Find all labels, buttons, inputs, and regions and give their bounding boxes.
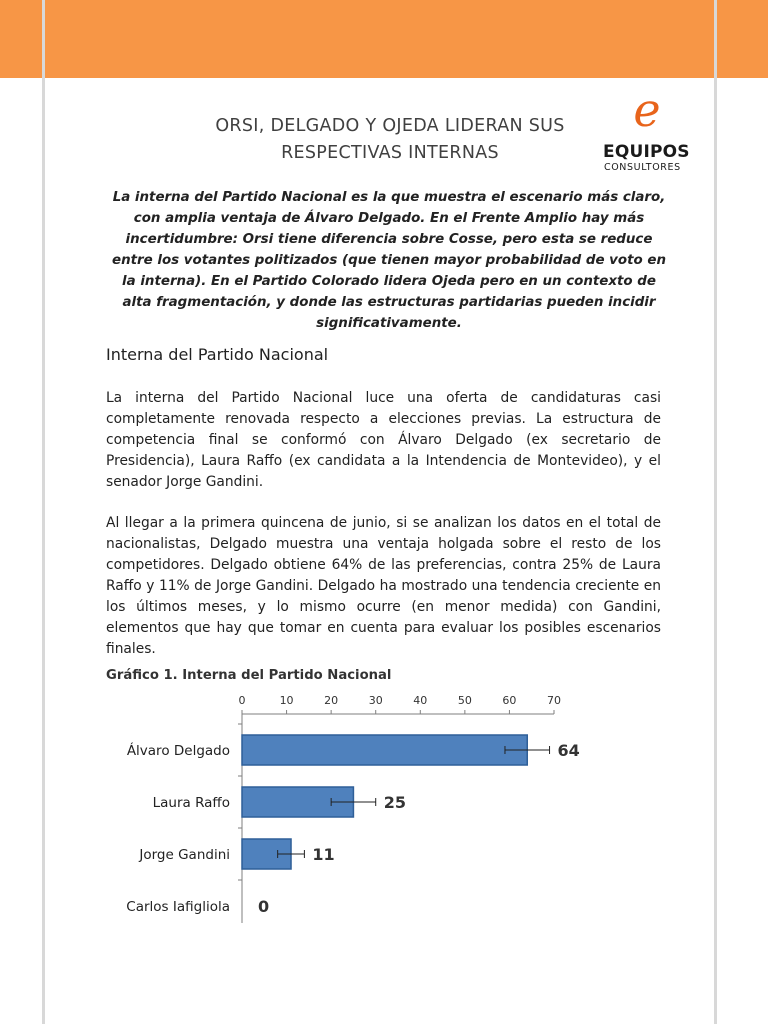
x-tick-label: 50: [457, 694, 472, 707]
logo-e-icon: e: [633, 83, 661, 137]
company-logo: [598, 83, 698, 178]
x-tick-label: 60: [502, 694, 517, 707]
left-margin-rule: [42, 0, 45, 1024]
data-label: 11: [312, 845, 335, 864]
x-tick-label: 10: [279, 694, 294, 707]
x-tick-label: 30: [368, 694, 383, 707]
category-label: Carlos Iafigliola: [126, 899, 230, 915]
right-margin-rule: [714, 0, 717, 1024]
chart-svg: [100, 688, 620, 928]
title-line-1: ORSI, DELGADO Y OJEDA LIDERAN SUS: [215, 116, 565, 136]
header-band: [0, 0, 768, 78]
data-label: 0: [258, 897, 270, 916]
logo-name: EQUIPOS: [603, 142, 690, 162]
lead-summary: La interna del Partido Nacional es la que muestra el escenario más claro, con amplia ventaja de Álvaro Delgado. En el Frente Amplio hay más incertidumbre: Orsi tiene diferencia sobre Cosse, pero esta se reduce entre los votantes politizados (que tienen mayor probabilidad de voto en la interna). En el Partido Colorado lidera Ojeda pero en un contexto de alta fragmentación, y donde las estructuras partidarias pueden incidir significativamente.: [111, 190, 666, 331]
paragraph-1: La interna del Partido Nacional luce una oferta de candidaturas casi completamente renovada respecto a elecciones previas. La estructura de competencia final se conformó con Álvaro Delgado (ex secretario de Presidencia), Laura Raffo (ex candidata a la Intendencia de Montevideo), y el senador Jorge Gandini.: [106, 390, 661, 490]
page-title: [150, 113, 630, 167]
category-label: Álvaro Delgado: [126, 743, 230, 759]
title-line-2: RESPECTIVAS INTERNAS: [281, 143, 499, 163]
data-label: 25: [383, 793, 406, 812]
section-heading: Interna del Partido Nacional: [106, 345, 329, 364]
x-tick-label: 20: [324, 694, 339, 707]
x-tick-label: 40: [413, 694, 428, 707]
bar: [242, 735, 527, 765]
logo-subtitle: CONSULTORES: [604, 162, 681, 173]
category-label: Laura Raffo: [152, 795, 230, 811]
category-label: Jorge Gandini: [139, 847, 230, 863]
data-label: 64: [557, 741, 580, 760]
x-tick-label: 70: [547, 694, 561, 707]
paragraph-2: Al llegar a la primera quincena de junio, si se analizan los datos en el total de nacionalistas, Delgado muestra una ventaja holgada sobre el resto de los competidores. Delgado obtiene 64% de las preferencias, contra 25% de Laura Raffo y 11% de Jorge Gandini. Delgado ha mostrado una tendencia creciente en los últimos meses, y lo mismo ocurre (en menor medida) con Gandini, elementos que hay que tomar en cuenta para evaluar los posibles escenarios finales.: [106, 515, 661, 657]
x-tick-label: 0: [238, 694, 246, 707]
chart-title: Gráfico 1. Interna del Partido Nacional: [106, 668, 392, 683]
bar-chart: [100, 688, 620, 928]
